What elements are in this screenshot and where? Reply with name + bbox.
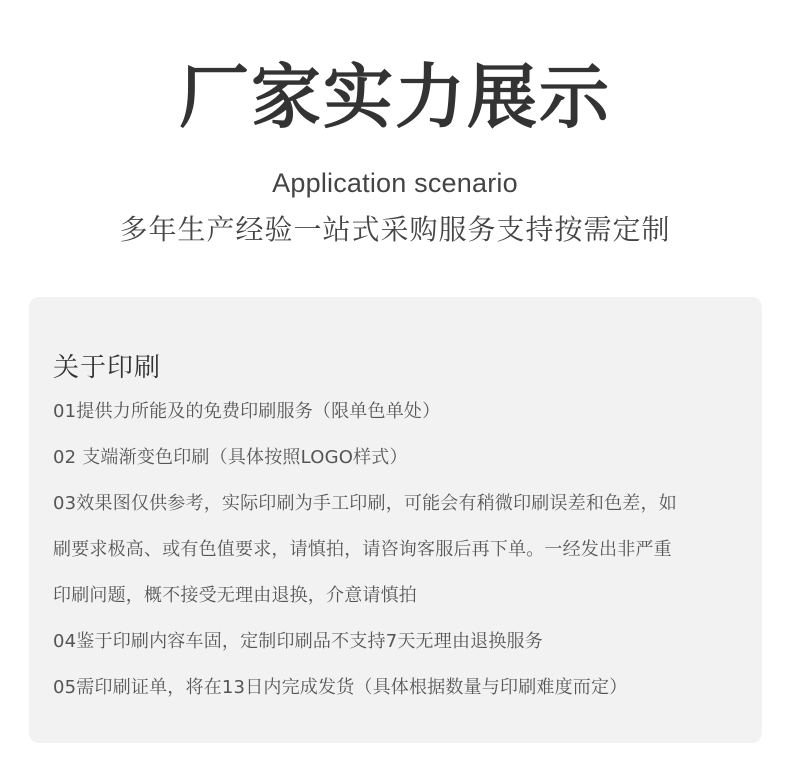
printing-info-card <box>29 297 762 743</box>
printing-notice-line-2: 02 支端渐变色印刷（具体按照LOGO样式） <box>53 447 408 468</box>
printing-notice-line-1: 01提供力所能及的免费印刷服务（限单色单处） <box>53 401 441 422</box>
printing-notice-line-4: 刷要求极高、或有色值要求，请慎拍，请咨询客服后再下单。一经发出非严重 <box>53 539 672 560</box>
page-title: 厂家实力展示 <box>179 56 611 138</box>
printing-section-heading: 关于印刷 <box>53 352 162 383</box>
printing-notice-line-5: 印刷问题，概不接受无理由退换，介意请慎拍 <box>53 585 417 606</box>
printing-notice-line-7: 05需印刷证单，将在13日内完成发货（具体根据数量与印刷难度而定） <box>53 677 628 698</box>
printing-notice-line-3: 03效果图仅供参考，实际印刷为手工印刷，可能会有稍微印刷误差和色差，如 <box>53 493 677 514</box>
english-subtitle: Application scenario <box>272 168 518 198</box>
printing-notice-line-6: 04鉴于印刷内容车固，定制印刷品不支持7天无理由退换服务 <box>53 631 543 652</box>
chinese-subtitle: 多年生产经验一站式采购服务支持按需定制 <box>119 213 671 246</box>
